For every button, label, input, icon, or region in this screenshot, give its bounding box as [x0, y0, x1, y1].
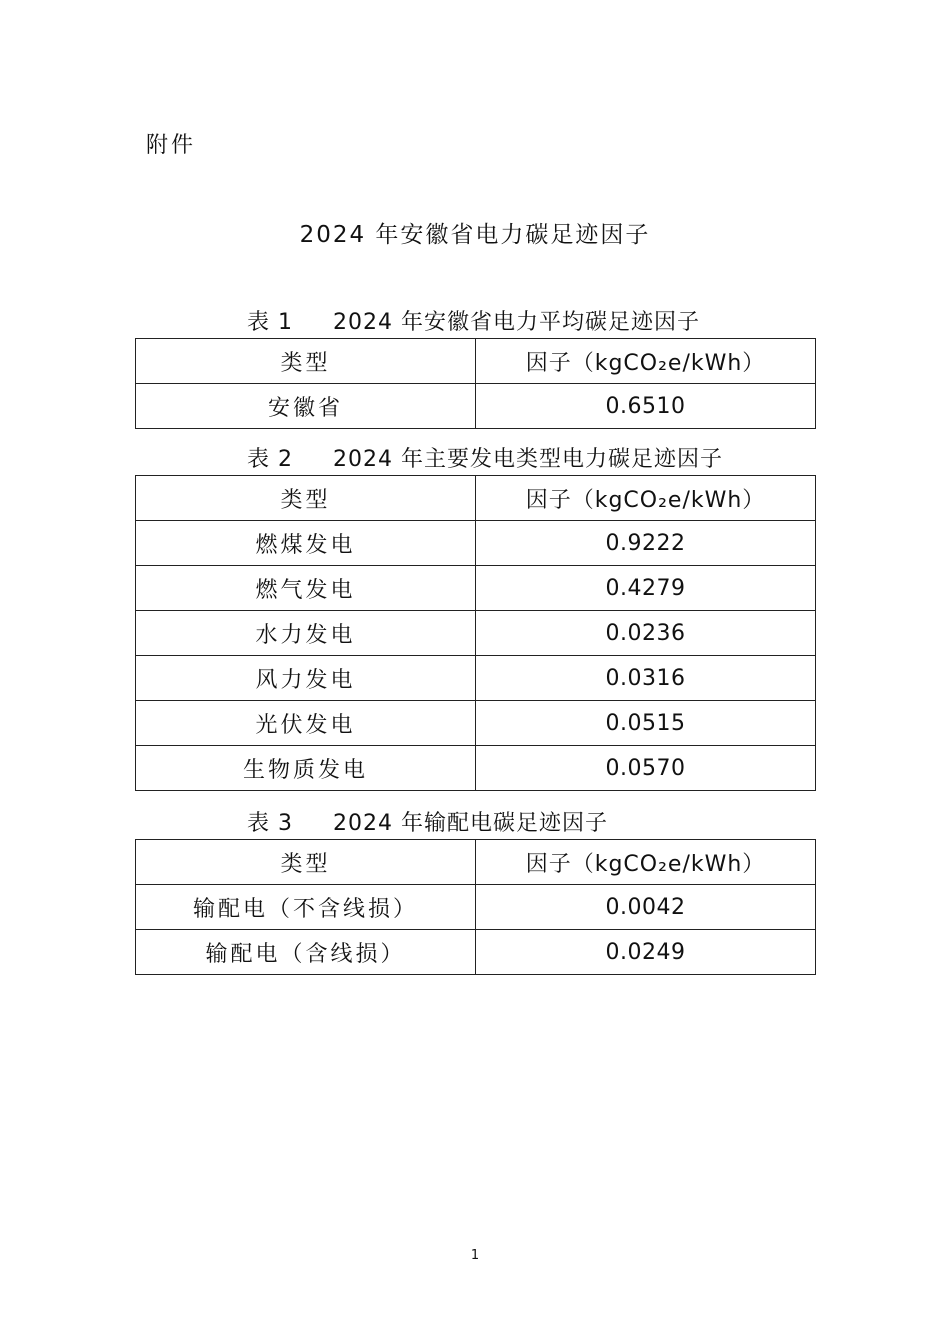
row-factor: 0.0236: [476, 611, 816, 656]
table-row: [136, 384, 816, 429]
table-header-row: [136, 339, 816, 384]
table-2-caption: 表 2 2024 年主要发电类型电力碳足迹因子: [247, 447, 723, 472]
table-row: [136, 656, 816, 701]
annex-label: 附件: [146, 133, 197, 158]
document-title: 2024 年安徽省电力碳足迹因子: [299, 222, 651, 248]
row-factor: 0.4279: [476, 566, 816, 611]
table-row: [136, 611, 816, 656]
page-number: 1: [470, 1248, 480, 1263]
table-3: [135, 839, 816, 975]
header-factor: 因子（kgCO₂e/kWh）: [476, 840, 816, 885]
table-header-row: [136, 476, 816, 521]
table-row: [136, 701, 816, 746]
row-factor: 0.0316: [476, 656, 816, 701]
row-type: 输配电（不含线损）: [136, 885, 476, 930]
table-row: [136, 566, 816, 611]
table-3-caption: 表 3 2024 年输配电碳足迹因子: [247, 811, 608, 836]
header-factor: 因子（kgCO₂e/kWh）: [476, 339, 816, 384]
header-type: 类型: [136, 476, 476, 521]
row-type: 燃气发电: [136, 566, 476, 611]
row-factor: 0.0042: [476, 885, 816, 930]
header-factor: 因子（kgCO₂e/kWh）: [476, 476, 816, 521]
table-row: [136, 521, 816, 566]
row-factor: 0.9222: [476, 521, 816, 566]
row-type: 光伏发电: [136, 701, 476, 746]
table-row: [136, 746, 816, 791]
table-row: [136, 930, 816, 975]
table-row: [136, 885, 816, 930]
row-type: 生物质发电: [136, 746, 476, 791]
row-type: 输配电（含线损）: [136, 930, 476, 975]
row-type: 燃煤发电: [136, 521, 476, 566]
row-factor: 0.0515: [476, 701, 816, 746]
row-type: 风力发电: [136, 656, 476, 701]
row-factor: 0.0249: [476, 930, 816, 975]
header-type: 类型: [136, 840, 476, 885]
table-2: [135, 475, 816, 791]
row-factor: 0.0570: [476, 746, 816, 791]
header-type: 类型: [136, 339, 476, 384]
table-1-caption: 表 1 2024 年安徽省电力平均碳足迹因子: [247, 310, 700, 335]
row-factor: 0.6510: [476, 384, 816, 429]
row-type: 安徽省: [136, 384, 476, 429]
table-header-row: [136, 840, 816, 885]
table-1: [135, 338, 816, 429]
row-type: 水力发电: [136, 611, 476, 656]
